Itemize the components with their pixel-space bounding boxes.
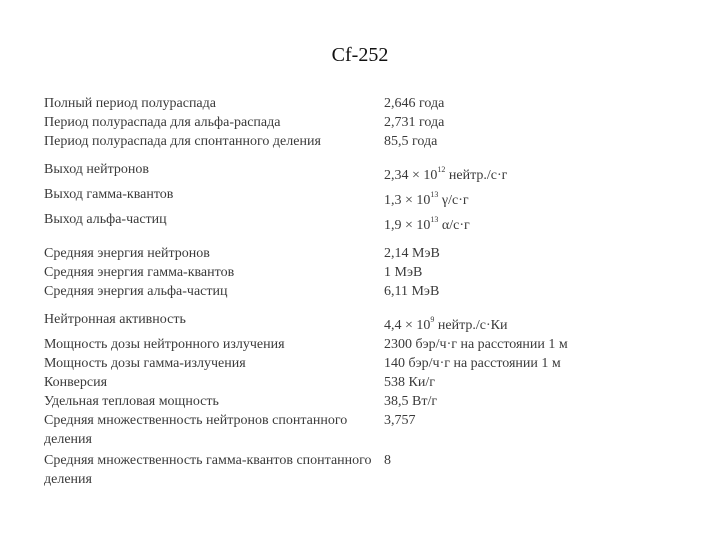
property-value: 38,5 Вт/г [384, 394, 438, 409]
property-value: 140 бэр/ч·г на расстоянии 1 м [384, 356, 561, 371]
property-label: Период полураспада для спонтанного деления [44, 134, 321, 149]
table-row [44, 210, 684, 235]
table-row [44, 263, 684, 282]
property-label: Полный период полураспада [44, 96, 216, 111]
property-value: 6,11 МэВ [384, 284, 440, 299]
table-row [44, 335, 684, 354]
property-value: 2,731 года [384, 115, 445, 130]
property-label: Средняя энергия нейтронов [44, 246, 210, 261]
property-label: Удельная тепловая мощность [44, 394, 219, 409]
property-label: Средняя энергия альфа-частиц [44, 284, 228, 299]
property-value: $4,4 \times 10^9$ нейтр./с·Ки [384, 315, 508, 333]
page-title: Cf-252 [331, 44, 389, 66]
table-row [44, 160, 684, 185]
table-row [44, 451, 684, 489]
property-value: $1,9 \times 10^{13}$ α/с·г [384, 215, 470, 233]
table-row [44, 244, 684, 263]
property-value: 2,14 МэВ [384, 246, 440, 261]
property-value: 538 Ки/г [384, 375, 435, 390]
property-label: Средняя множественность нейтронов спонтанного деления [44, 413, 348, 447]
table-row [44, 185, 684, 210]
property-label: Средняя множественность гамма-квантов спонтанного деления [44, 453, 372, 487]
table-row [44, 354, 684, 373]
table-row [44, 373, 684, 392]
property-value: 2300 бэр/ч·г на расстоянии 1 м [384, 337, 568, 352]
table-row [44, 113, 684, 132]
activity-group [44, 310, 684, 489]
properties-table [44, 94, 684, 498]
property-label: Средняя энергия гамма-квантов [44, 265, 235, 280]
table-row [44, 392, 684, 411]
half-life-group [44, 94, 684, 151]
property-label: Период полураспада для альфа-распада [44, 115, 281, 130]
table-row [44, 94, 684, 113]
table-row [44, 132, 684, 151]
property-label: Выход альфа-частиц [44, 212, 167, 227]
property-value: 1 МэВ [384, 265, 423, 280]
property-label: Нейтронная активность [44, 312, 186, 327]
property-label: Выход гамма-квантов [44, 187, 174, 202]
table-row [44, 411, 684, 449]
property-value: $1,3 \times 10^{13}$ γ/с·г [384, 190, 469, 208]
property-label: Мощность дозы гамма-излучения [44, 356, 246, 371]
property-label: Конверсия [44, 375, 108, 390]
property-value: 2,646 года [384, 96, 445, 111]
energy-group [44, 244, 684, 301]
yield-group [44, 160, 684, 235]
property-value: 85,5 года [384, 134, 438, 149]
property-label: Выход нейтронов [44, 162, 150, 177]
property-value: $2,34 \times 10^{12}$ нейтр./с·г [384, 165, 508, 183]
property-label: Мощность дозы нейтронного излучения [44, 337, 285, 352]
table-row [44, 310, 684, 335]
property-value: 3,757 [384, 413, 416, 428]
table-row [44, 282, 684, 301]
property-value: 8 [384, 453, 391, 468]
